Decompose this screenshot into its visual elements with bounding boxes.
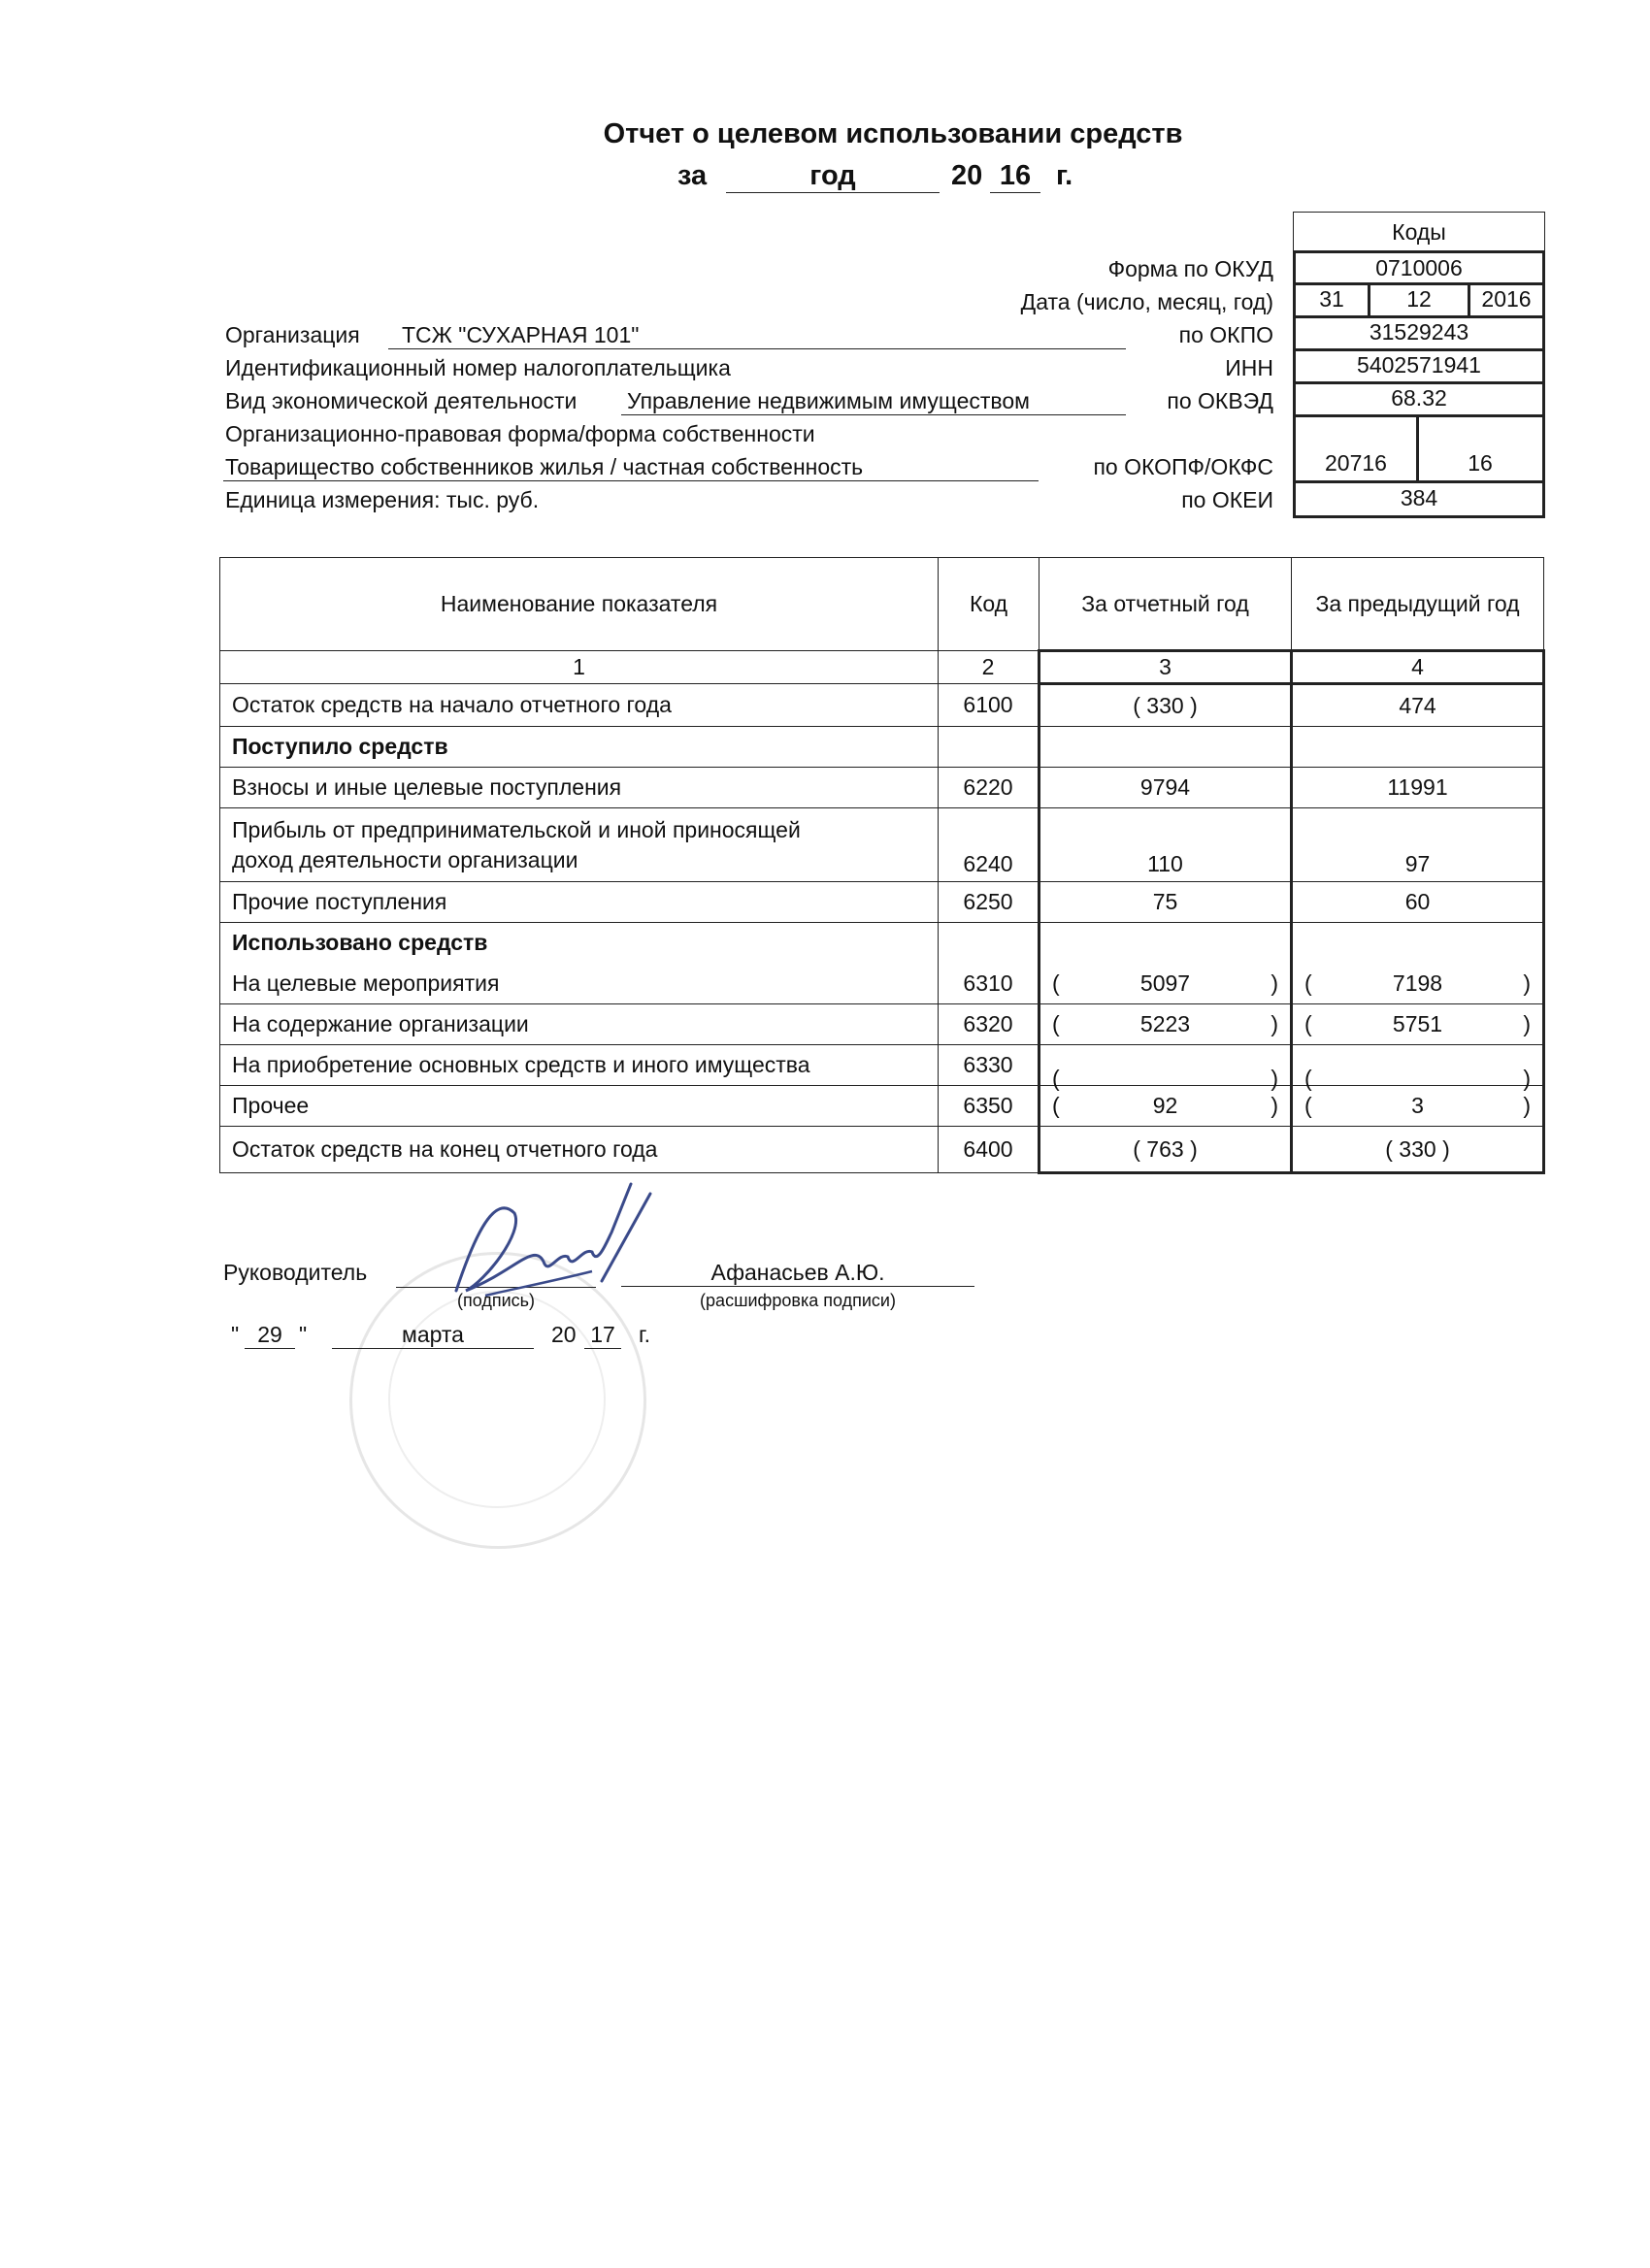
row-code: 6240 [939, 808, 1040, 882]
paren-close: ) [1270, 970, 1278, 996]
document-title: Отчет о целевом использовании средств [603, 118, 1183, 149]
inn-label: ИНН [1225, 355, 1273, 380]
period-word: год [726, 160, 940, 193]
activity-label: Вид экономической деятельности [225, 388, 578, 413]
period-year-end: г. [1056, 160, 1073, 191]
row-previous [1292, 964, 1544, 1004]
row-previous [1292, 1086, 1544, 1127]
table-row [220, 964, 1544, 1004]
date-month: 12 [1369, 283, 1469, 318]
table-row [220, 1004, 1544, 1045]
paren-close: ) [1523, 970, 1531, 996]
paren-open: ( [1304, 970, 1312, 996]
paren-close: ) [1523, 1093, 1531, 1118]
row-code: 6320 [939, 1004, 1040, 1045]
okud-code: 0710006 [1293, 250, 1545, 285]
row-previous [1292, 727, 1544, 768]
report-table [219, 557, 1545, 1174]
col-header-name: Наименование показателя [220, 558, 939, 651]
okpo-label: по ОКПО [1178, 322, 1273, 347]
row-code: 6350 [939, 1086, 1040, 1127]
okfs-code: 16 [1417, 415, 1545, 483]
row-current-value: 92 [1152, 1093, 1178, 1118]
row-section-title: Использовано средств [220, 923, 939, 964]
col-header-current: За отчетный год [1040, 558, 1292, 651]
sign-year-prefix: 20 [551, 1322, 577, 1347]
row-current: 9794 [1040, 768, 1292, 808]
row-code: 6220 [939, 768, 1040, 808]
row-name-line-2: доход деятельности организации [232, 846, 578, 872]
row-current [1040, 923, 1292, 964]
inn-code: 5402571941 [1293, 349, 1545, 384]
row-current-value: 5097 [1139, 970, 1191, 996]
period-prefix: за [677, 160, 708, 191]
okpo-code: 31529243 [1293, 316, 1545, 351]
row-previous-value: 5751 [1392, 1011, 1443, 1036]
unit-label: Единица измерения: тыс. руб. [225, 487, 540, 512]
sign-year-suffix: 17 [584, 1322, 621, 1349]
col-header-previous: За предыдущий год [1292, 558, 1544, 651]
row-current [1040, 1086, 1292, 1127]
row-previous [1292, 1004, 1544, 1045]
row-code: 6250 [939, 882, 1040, 923]
paren-open: ( [1052, 1011, 1060, 1036]
row-current: ( 763 ) [1040, 1127, 1292, 1173]
sign-year-end: г. [639, 1322, 650, 1347]
sign-month: марта [332, 1322, 534, 1349]
table-row [220, 923, 1544, 964]
row-previous: 11991 [1292, 768, 1544, 808]
row-current: 75 [1040, 882, 1292, 923]
row-current-value: 5223 [1139, 1011, 1191, 1036]
row-name: Остаток средств на конец отчетного года [220, 1127, 939, 1173]
table-row [220, 684, 1544, 727]
row-code: 6330 [939, 1045, 1040, 1086]
paren-close: ) [1523, 1011, 1531, 1036]
org-name: ТСЖ "СУХАРНАЯ 101" [388, 322, 1126, 349]
row-previous: 97 [1292, 808, 1544, 882]
okved-label: по ОКВЭД [1167, 388, 1273, 413]
codes-header: Коды [1293, 212, 1545, 252]
row-section-title: Поступило средств [220, 727, 939, 768]
row-code: 6400 [939, 1127, 1040, 1173]
okei-code: 384 [1293, 481, 1545, 518]
org-label: Организация [225, 322, 360, 347]
activity-value: Управление недвижимым имуществом [621, 388, 1126, 415]
sign-day: 29 [245, 1322, 295, 1349]
row-current: ( 330 ) [1040, 684, 1292, 727]
date-year: 2016 [1468, 283, 1545, 318]
col-header-code: Код [939, 558, 1040, 651]
row-name: Прочее [220, 1086, 939, 1127]
row-name-line-1: Прибыль от предпринимательской и иной приносящей [232, 816, 801, 842]
col-number-2: 2 [939, 651, 1040, 684]
row-code: 6100 [939, 684, 1040, 727]
period-year-suffix: 16 [990, 160, 1040, 193]
paren-open: ( [1304, 1065, 1312, 1091]
row-previous: 60 [1292, 882, 1544, 923]
row-code [939, 923, 1040, 964]
row-previous [1292, 1045, 1544, 1091]
row-name: Взносы и иные целевые поступления [220, 768, 939, 808]
okopf-code: 20716 [1293, 415, 1419, 483]
table-row [220, 1045, 1544, 1086]
col-number-1: 1 [220, 651, 939, 684]
paren-close: ) [1523, 1065, 1531, 1091]
okud-label: Форма по ОКУД [1107, 256, 1273, 281]
date-day: 31 [1293, 283, 1370, 318]
okei-label: по ОКЕИ [1181, 487, 1273, 512]
okopf-label: по ОКОПФ/ОКФС [1093, 454, 1273, 479]
paren-open: ( [1304, 1011, 1312, 1036]
row-name-multiline [220, 808, 939, 882]
paren-open: ( [1052, 1093, 1060, 1118]
row-previous-value: 7198 [1392, 970, 1443, 996]
row-previous [1292, 923, 1544, 964]
paren-close: ) [1270, 1011, 1278, 1036]
table-row [220, 1086, 1544, 1127]
row-current [1040, 727, 1292, 768]
table-row [220, 808, 1544, 882]
row-previous-value: 3 [1411, 1093, 1424, 1118]
row-name: На содержание организации [220, 1004, 939, 1045]
director-name: Афанасьев А.Ю. [621, 1260, 974, 1287]
col-number-4: 4 [1292, 651, 1544, 684]
decode-caption: (расшифровка подписи) [700, 1291, 896, 1310]
paren-close: ) [1270, 1093, 1278, 1118]
row-name: На приобретение основных средств и иного имущества [220, 1045, 939, 1086]
date-label: Дата (число, месяц, год) [1020, 289, 1273, 314]
table-row [220, 1127, 1544, 1173]
table-row [220, 727, 1544, 768]
inn-full-label: Идентификационный номер налогоплательщика [225, 355, 731, 380]
row-code [939, 727, 1040, 768]
row-name: На целевые мероприятия [220, 964, 939, 1004]
col-number-3: 3 [1040, 651, 1292, 684]
row-code: 6310 [939, 964, 1040, 1004]
paren-open: ( [1304, 1093, 1312, 1118]
paren-open: ( [1052, 1065, 1060, 1091]
row-current: 110 [1040, 808, 1292, 882]
row-previous: 474 [1292, 684, 1544, 727]
row-current [1040, 1004, 1292, 1045]
okved-code: 68.32 [1293, 382, 1545, 417]
signature-caption: (подпись) [456, 1291, 536, 1310]
date-quote-open: " [231, 1322, 240, 1347]
period-year-prefix: 20 [951, 160, 983, 191]
director-label: Руководитель [223, 1260, 368, 1285]
table-row [220, 882, 1544, 923]
row-current [1040, 964, 1292, 1004]
date-quote-close: " [299, 1322, 308, 1347]
row-name: Прочие поступления [220, 882, 939, 923]
row-name: Остаток средств на начало отчетного года [220, 684, 939, 727]
legal-form-label: Организационно-правовая форма/форма собственности [225, 421, 815, 446]
row-current [1040, 1045, 1292, 1091]
legal-form-value: Товарищество собственников жилья / частная собственность [223, 454, 1039, 481]
paren-open: ( [1052, 970, 1060, 996]
table-row [220, 768, 1544, 808]
row-previous: ( 330 ) [1292, 1127, 1544, 1173]
paren-close: ) [1270, 1065, 1278, 1091]
